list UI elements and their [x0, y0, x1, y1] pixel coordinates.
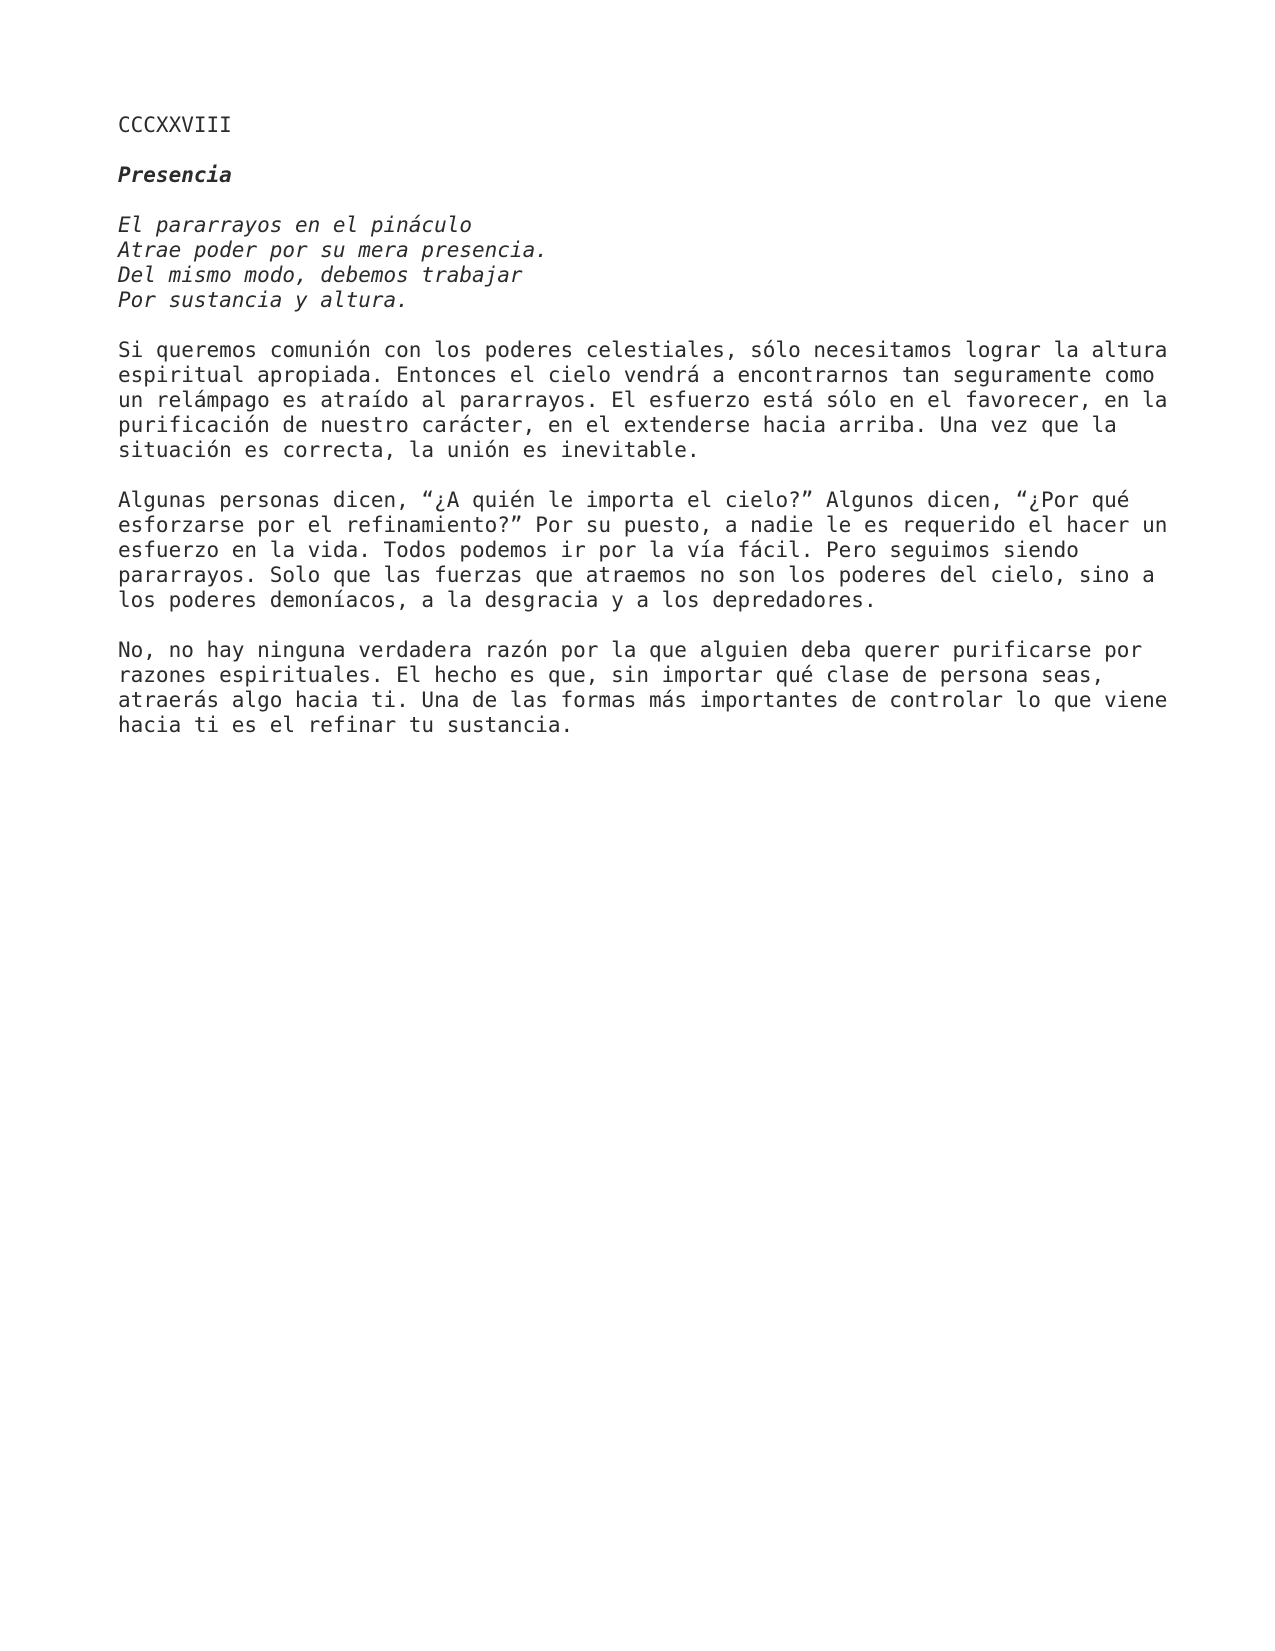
- chapter-number: CCCXXVIII: [118, 113, 232, 137]
- poem-line: Atrae poder por su mera presencia.: [118, 238, 548, 262]
- paragraph-1: [118, 338, 1178, 463]
- poem-stanza: [118, 213, 1178, 313]
- spacer: [118, 613, 1178, 638]
- paragraph-3: [118, 638, 1178, 738]
- paragraph-line: los poderes demoníacos, a la desgracia y a los depredadores.: [118, 588, 877, 612]
- paragraph-line: situación es correcta, la unión es inevitable.: [118, 438, 700, 462]
- spacer: [118, 188, 1178, 213]
- paragraph-line: atraerás algo hacia ti. Una de las formas más importantes de controlar lo que viene: [118, 688, 1168, 712]
- poem-line: Del mismo modo, debemos trabajar: [118, 263, 523, 287]
- paragraph-line: espiritual apropiada. Entonces el cielo vendrá a encontrarnos tan seguramente como: [118, 363, 1155, 387]
- spacer: [118, 313, 1178, 338]
- paragraph-line: purificación de nuestro carácter, en el extenderse hacia arriba. Una vez que la: [118, 413, 1117, 437]
- paragraph-line: un relámpago es atraído al pararrayos. El esfuerzo está sólo en el favorecer, en la: [118, 388, 1168, 412]
- paragraph-line: Algunas personas dicen, “¿A quién le importa el cielo?” Algunos dicen, “¿Por qué: [118, 488, 1130, 512]
- paragraph-line: hacia ti es el refinar tu sustancia.: [118, 713, 574, 737]
- paragraph-line: esforzarse por el refinamiento?” Por su puesto, a nadie le es requerido el hacer un: [118, 513, 1168, 537]
- poem-line: Por sustancia y altura.: [118, 288, 409, 312]
- paragraph-line: esfuerzo en la vida. Todos podemos ir por la vía fácil. Pero seguimos siendo: [118, 538, 1079, 562]
- spacer: [118, 463, 1178, 488]
- paragraph-2: [118, 488, 1178, 613]
- paragraph-line: No, no hay ninguna verdadera razón por la que alguien deba querer purificarse por: [118, 638, 1143, 662]
- paragraph-line: razones espirituales. El hecho es que, sin importar qué clase de persona seas,: [118, 663, 1105, 687]
- paragraph-line: Si queremos comunión con los poderes celestiales, sólo necesitamos lograr la altura: [118, 338, 1168, 362]
- page-title: Presencia: [118, 163, 232, 187]
- paragraph-line: pararrayos. Solo que las fuerzas que atraemos no son los poderes del cielo, sino a: [118, 563, 1155, 587]
- poem-line: El pararrayos en el pináculo: [118, 213, 473, 237]
- document-page: [118, 113, 1178, 738]
- spacer: [118, 138, 1178, 163]
